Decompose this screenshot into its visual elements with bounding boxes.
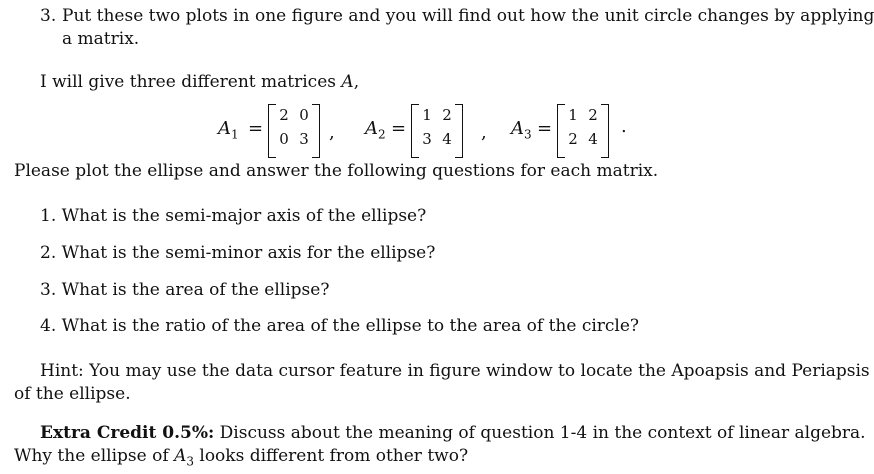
question-4 [40, 316, 639, 336]
matrix-a3 [511, 100, 671, 162]
extra-credit-line-2 [14, 446, 468, 468]
matrix-cell: 0 [299, 106, 309, 124]
matrix-a1-name: $A_1$ [218, 118, 239, 142]
extra-credit-post: looks different from other two? [193, 446, 469, 466]
matrix-punct: , [481, 122, 487, 143]
extra-credit-pre: Why the ellipse of [14, 446, 175, 466]
matrix-cell: 3 [299, 130, 309, 148]
equals-sign: = [391, 118, 407, 139]
matrix-cell: 1 [422, 106, 432, 124]
question-3 [40, 280, 329, 300]
extra-credit-var: A [174, 446, 187, 466]
matrix-a2 [365, 100, 525, 162]
matrix-cell: 0 [279, 130, 289, 148]
problem-line-1: Put these two plots in one figure and you will find out how the unit circle changes by applying [62, 6, 874, 26]
equals-sign: = [537, 118, 553, 139]
matrix-row [0, 100, 874, 162]
intro-comma: , [353, 72, 360, 92]
matrix-cell: 2 [588, 106, 598, 124]
question-2 [40, 243, 435, 263]
hint-line-2: of the ellipse. [14, 384, 131, 404]
plot-instruction: Please plot the ellipse and answer the following questions for each matrix. [14, 161, 659, 181]
left-bracket [268, 104, 276, 158]
matrix-cell: 2 [568, 130, 578, 148]
left-bracket [557, 104, 565, 158]
matrix-a1 [218, 100, 378, 162]
question-text: What is the semi-major axis of the ellipse? [61, 206, 427, 226]
question-number: 1. [40, 206, 57, 226]
intro-label: I will give three different matrices [40, 72, 342, 92]
extra-credit-sub: 3 [186, 454, 194, 469]
right-bracket [312, 104, 320, 158]
matrix-cell: 2 [279, 106, 289, 124]
question-number: 2. [40, 243, 57, 263]
right-bracket [601, 104, 609, 158]
question-text: What is the ratio of the area of the ellipse to the area of the circle? [61, 316, 640, 336]
matrix-cell: 4 [588, 130, 598, 148]
question-1 [40, 206, 426, 226]
equals-sign: = [248, 118, 264, 139]
matrix-a2-name: $A_2$ [365, 118, 386, 142]
question-text: What is the area of the ellipse? [61, 280, 330, 300]
question-text: What is the semi-minor axis for the ellipse? [61, 243, 436, 263]
matrix-cell: 4 [442, 130, 452, 148]
matrix-cell: 3 [422, 130, 432, 148]
intro-text [40, 72, 359, 92]
matrix-cell: 2 [442, 106, 452, 124]
question-number: 3. [40, 280, 57, 300]
problem-line-2: a matrix. [62, 29, 140, 49]
question-number: 4. [40, 316, 57, 336]
matrix-punct: , [329, 122, 335, 143]
matrix-punct: . [621, 116, 627, 137]
matrix-cell: 1 [568, 106, 578, 124]
matrix-a3-name: $A_3$ [511, 118, 532, 142]
left-bracket [411, 104, 419, 158]
extra-credit-text: Discuss about the meaning of question 1-4 in the context of linear algebra. [214, 423, 866, 443]
problem-number: 3. [40, 6, 57, 26]
extra-credit-line-1 [40, 423, 866, 443]
right-bracket [455, 104, 463, 158]
intro-var: A [341, 72, 354, 92]
hint-line-1: Hint: You may use the data cursor feature in figure window to locate the Apoapsis and Periapsis [40, 361, 870, 381]
extra-credit-label: Extra Credit 0.5%: [40, 423, 215, 443]
